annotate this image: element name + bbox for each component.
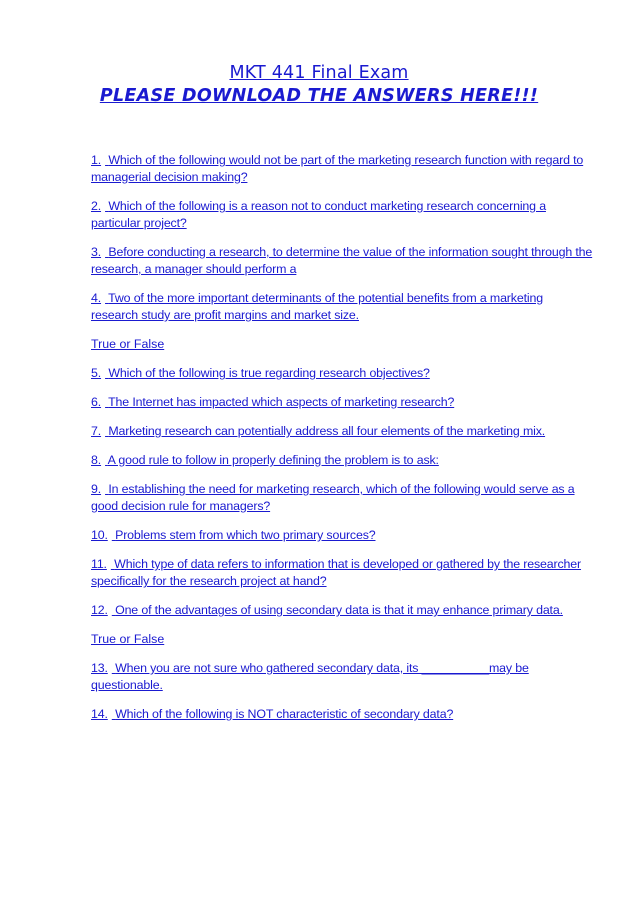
question-link-7[interactable]: 7. Marketing research can potentially address all four elements of the marketing mix.: [91, 424, 546, 438]
questions-list: [91, 152, 593, 735]
question-link-6[interactable]: 6. The Internet has impacted which aspects of marketing research?: [91, 395, 455, 409]
question-link-8[interactable]: 8. A good rule to follow in properly defining the problem is to ask:: [91, 453, 439, 467]
question-link-1[interactable]: 1. Which of the following would not be part of the marketing research function with regard to managerial decision making?: [91, 153, 584, 184]
question-link-5[interactable]: 5. Which of the following is true regarding research objectives?: [91, 366, 430, 380]
question-link-4[interactable]: 4. Two of the more important determinants of the potential benefits from a marketing research study are profit margins and market size.: [91, 291, 543, 322]
question-link-13[interactable]: 13. When you are not sure who gathered secondary data, its __________may be questionable.: [91, 661, 529, 692]
exam-title-link[interactable]: MKT 441 Final Exam: [229, 63, 409, 83]
document-header: [0, 62, 638, 108]
question-link-12[interactable]: 12. One of the advantages of using secondary data is that it may enhance primary data.: [91, 603, 563, 617]
question-link-14[interactable]: 14. Which of the following is NOT characteristic of secondary data?: [91, 707, 454, 721]
question-link-9[interactable]: 9. In establishing the need for marketing research, which of the following would serve as a good decision rule for managers?: [91, 482, 575, 513]
true-false-link-4[interactable]: True or False: [91, 337, 165, 351]
question-link-3[interactable]: 3. Before conducting a research, to determine the value of the information sought through the research, a manager should perform a: [91, 245, 593, 276]
question-link-11[interactable]: 11. Which type of data refers to information that is developed or gathered by the researcher specifically for the research project at hand?: [91, 557, 582, 588]
true-false-link-12[interactable]: True or False: [91, 632, 165, 646]
question-link-10[interactable]: 10. Problems stem from which two primary sources?: [91, 528, 376, 542]
download-answers-link[interactable]: PLEASE DOWNLOAD THE ANSWERS HERE!!!: [99, 86, 539, 106]
question-link-2[interactable]: 2. Which of the following is a reason not to conduct marketing research concerning a particular project?: [91, 199, 546, 230]
